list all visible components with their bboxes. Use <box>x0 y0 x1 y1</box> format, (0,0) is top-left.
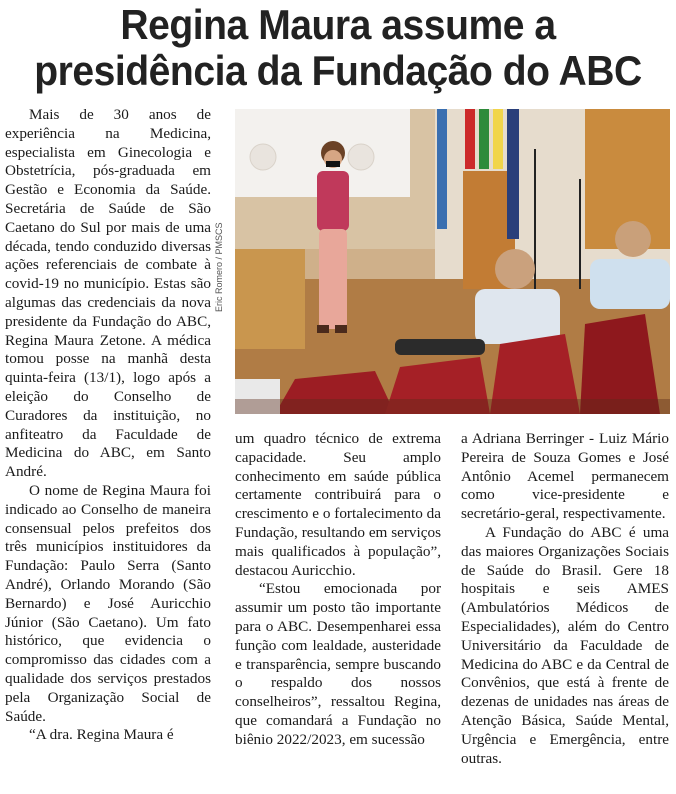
article-column-1 <box>5 106 211 745</box>
paragraph: A Fundação do ABC é uma das maiores Organizações Sociais de Saúde do Brasil. Gere 18 hospitais e seis AMES (Ambulatórios Médicos de Especialidades), além do Centro Universitário da Faculdade de Medicina do ABC e da Central de Convênios, que está à frente de dezenas de unidades nas áreas de Atenção Básica, Saúde Mental, Urgência e Emergência, entre outras. <box>461 523 669 767</box>
paragraph: O nome de Regina Maura foi indicado ao Conselho de maneira consensual pelos prefeitos dos três municípios instituidores da Fundação: Paulo Serra (Santo André), Orlando Morando (São Bernardo) e José Auricchio Júnior (São Caetano). Um fato histórico, que evidencia o compromisso das cidades com a qualidade dos serviços prestados pela Organização Social de Saúde. <box>5 481 211 725</box>
headline-line-1: Regina Maura assume a <box>120 1 556 48</box>
paragraph: Mais de 30 anos de experiência na Medicina, especialista em Ginecologia e Obstetrícia, pós-graduada em Gestão e Economia da Saúde. Secretária de Saúde de São Caetano do Sul por mais de uma década, tendo conduzido diversas ações referenciais de combate à covid-19 no município. Estas são algumas das credenciais da nova presidente da Fundação do ABC, Regina Maura Zetone. A médica tomou posse na manhã desta quinta-feira (13/1), logo após a eleição do Conselho de Curadores da instituição, no anfiteatro da Faculdade de Medicina do ABC, em Santo André. <box>5 106 211 481</box>
headline <box>24 2 653 94</box>
article-column-3 <box>461 430 669 768</box>
article-photo <box>235 109 670 414</box>
photo-illustration <box>235 109 670 414</box>
paragraph: a Adriana Berringer - Luiz Mário Pereira de Souza Gomes e José Antônio Acemel permanecem como vice-presidente e secretário-geral, respectivamente. <box>461 430 669 523</box>
headline-line-2: presidência da Fundação do ABC <box>34 47 642 94</box>
article-column-2 <box>235 430 441 750</box>
paragraph: um quadro técnico de extrema capacidade. Seu amplo conhecimento em saúde pública certamente contribuirá para o crescimento e o fortalecimento da Fundação, resultando em serviços mais qualificados à população”, destacou Auricchio. <box>235 430 441 579</box>
photo-credit: Eric Romero / PMSCS <box>214 222 224 312</box>
paragraph: “A dra. Regina Maura é <box>29 726 174 744</box>
paragraph: “Estou emocionada por assumir um posto tão importante para o ABC. Desempenharei essa função com lealdade, austeridade e transparência, sempre buscando o respaldo dos nossos conselheiros”, ressaltou Regina, que comandará a Fundação no biênio 2022/2023, em sucessão <box>235 580 441 748</box>
